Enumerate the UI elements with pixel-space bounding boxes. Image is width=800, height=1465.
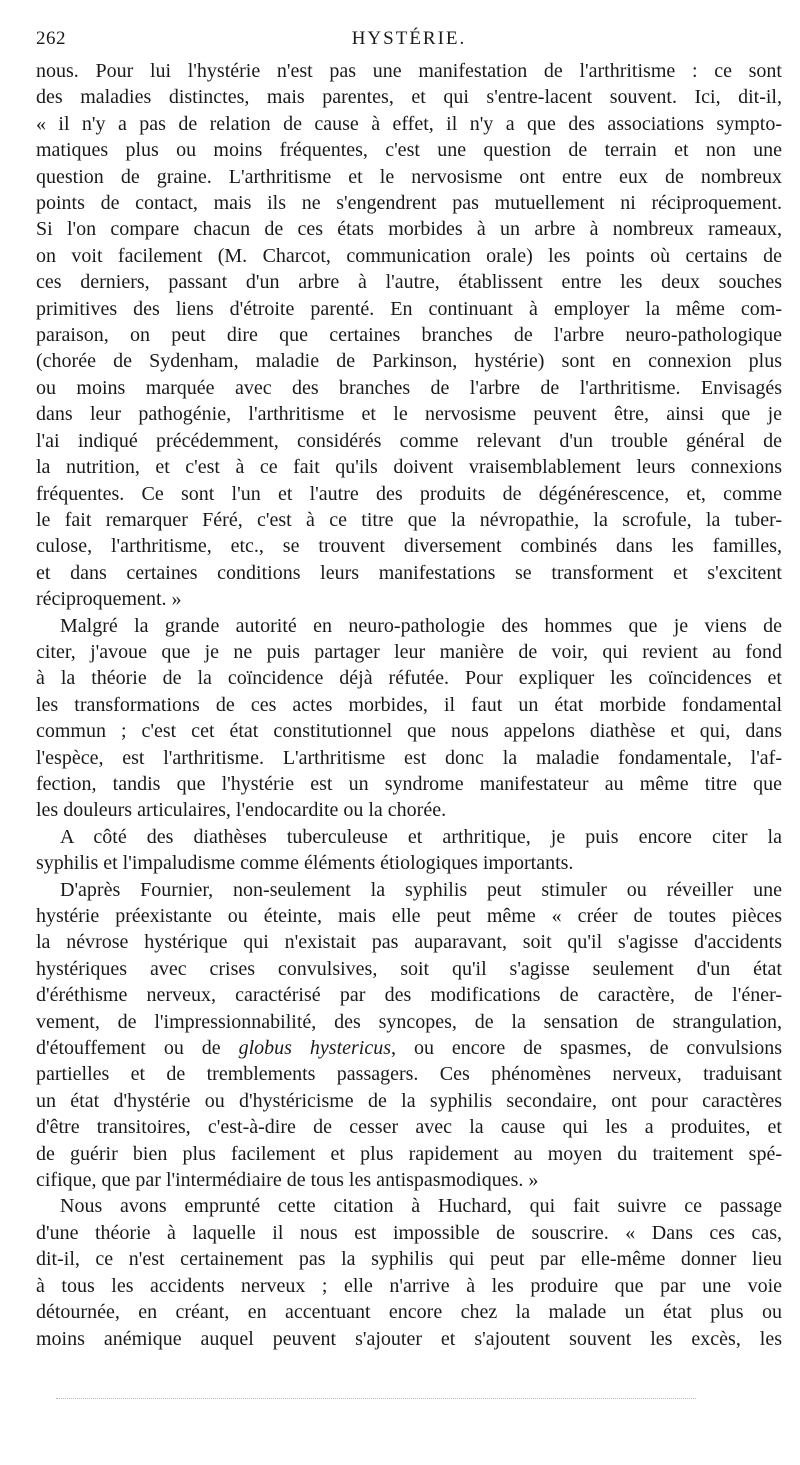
text-line: dans leur pathogénie, l'arthritisme et le nervosisme peuvent être, ainsi que je <box>36 403 782 426</box>
text-line: primitives des liens d'étroite parenté. En continuant à employer la même com- <box>36 297 782 320</box>
text-line: les douleurs articulaires, l'endocardite ou la chorée. <box>36 799 447 822</box>
text-line: partielles et de tremblements passagers. Ces phénomènes nerveux, traduisant <box>36 1063 782 1086</box>
text-line: A côté des diathèses tuberculeuse et arthritique, je puis encore citer la <box>60 825 782 848</box>
text-line: à la théorie de la coïncidence déjà réfutée. Pour expliquer les coïncidences et <box>36 667 782 690</box>
text-line: D'après Fournier, non-seulement la syphilis peut stimuler ou réveiller une <box>60 878 782 901</box>
text-line: fréquentes. Ce sont l'un et l'autre des produits de dégénérescence, et, comme <box>36 482 782 505</box>
text-line: l'espèce, est l'arthritisme. L'arthritisme est donc la maladie fondamentale, l'af- <box>36 746 782 769</box>
text-line: syphilis et l'impaludisme comme éléments étiologiques importants. <box>36 852 574 875</box>
text-line: des maladies distinctes, mais parentes, et qui s'entre-lacent souvent. Ici, dit-il, <box>36 86 782 109</box>
text-line: commun ; c'est cet état constitutionnel que nous appelons diathèse et qui, dans <box>36 720 782 743</box>
text-line: d'étouffement ou de globus hystericus, ou encore de spasmes, de convulsions <box>36 1037 782 1060</box>
text-line: Si l'on compare chacun de ces états morbides à un arbre à nombreux rameaux, <box>36 218 782 241</box>
text-line: Nous avons emprunté cette citation à Huchard, qui fait suivre ce passage <box>60 1195 782 1218</box>
text-line: ces derniers, passant d'un arbre à l'autre, établissent entre les deux souches <box>36 271 782 294</box>
running-title: HYSTÉRIE. <box>351 28 467 49</box>
text-line: réciproquement. » <box>36 588 182 611</box>
text-line: culose, l'arthritisme, etc., se trouvent diversement combinés dans les familles, <box>36 535 782 558</box>
text-line: (chorée de Sydenham, maladie de Parkinson, hystérie) sont en connexion plus <box>36 350 782 373</box>
text-line: d'éréthisme nerveux, caractérisé par des modifications de caractère, de l'éner- <box>36 984 782 1007</box>
text-line: de guérir bien plus facilement et plus rapidement au moyen du traitement spé- <box>36 1142 782 1165</box>
text-line: la névrose hystérique qui n'existait pas auparavant, soit qu'il s'agisse d'accidents <box>36 931 782 954</box>
text-line: à tous les accidents nerveux ; elle n'arrive à les produire que par une voie <box>36 1274 782 1297</box>
text-line: les transformations de ces actes morbides, il faut un état morbide fondamental <box>36 693 782 716</box>
latin-term: globus hystericus <box>238 1037 391 1060</box>
text-line: d'une théorie à laquelle il nous est impossible de souscrire. « Dans ces cas, <box>36 1221 782 1244</box>
text-line: matiques plus ou moins fréquentes, c'est une question de terrain et non une <box>36 139 782 162</box>
body-text <box>36 58 782 1352</box>
text-line: question de graine. L'arthritisme et le nervosisme ont entre eux de nombreux <box>36 165 782 188</box>
text-line: Malgré la grande autorité en neuro-pathologie des hommes que je viens de <box>60 614 782 637</box>
book-page <box>36 28 782 1352</box>
text-line: vement, de l'impressionnabilité, des syncopes, de la sensation de strangulation, <box>36 1010 782 1033</box>
running-head <box>36 28 782 58</box>
text-line: cifique, que par l'intermédiaire de tous les antispasmodiques. » <box>36 1169 539 1192</box>
text-line: paraison, on peut dire que certaines branches de l'arbre neuro-pathologique <box>36 324 782 347</box>
text-line: moins anémique auquel peuvent s'ajouter et s'ajoutent souvent les excès, les <box>36 1327 782 1350</box>
text-line: citer, j'avoue que je ne puis partager leur manière de voir, qui revient au fond <box>36 640 782 663</box>
text-line: dit-il, ce n'est certainement pas la syphilis qui peut par elle-même donner lieu <box>36 1248 782 1271</box>
text-line: on voit facilement (M. Charcot, communication orale) les points où certains de <box>36 244 782 267</box>
footer-rule <box>56 1398 696 1399</box>
text-line: détournée, en créant, en accentuant encore chez la malade un état plus ou <box>36 1301 782 1324</box>
text-line: la nutrition, et c'est à ce fait qu'ils doivent vraisemblablement leurs connexions <box>36 456 782 479</box>
text-line: et dans certaines conditions leurs manifestations se transforment et s'excitent <box>36 561 782 584</box>
text-line: fection, tandis que l'hystérie est un syndrome manifestateur au même titre que <box>36 772 782 795</box>
text-line: l'ai indiqué précédemment, considérés comme relevant d'un trouble général de <box>36 429 782 452</box>
text-line: le fait remarquer Féré, c'est à ce titre que la névropathie, la scrofule, la tuber- <box>36 508 782 531</box>
text-line: ou moins marquée avec des branches de l'arbre de l'arthritisme. Envisagés <box>36 376 782 399</box>
text-line: « il n'y a pas de relation de cause à effet, il n'y a que des associations sympto- <box>36 112 782 135</box>
text-line: nous. Pour lui l'hystérie n'est pas une manifestation de l'arthritisme : ce sont <box>36 60 782 82</box>
text-line: hystérie préexistante ou éteinte, mais elle peut même « créer de toutes pièces <box>36 905 782 927</box>
text-line: d'être transitoires, c'est-à-dire de cesser avec la cause qui les a produites, et <box>36 1116 782 1139</box>
text-line: points de contact, mais ils ne s'engendrent pas mutuellement ni réciproquement. <box>36 192 782 215</box>
page-number: 262 <box>36 28 66 49</box>
text-line: un état d'hystérie ou d'hystéricisme de la syphilis secondaire, ont pour caractères <box>36 1089 782 1112</box>
text-line: hystériques avec crises convulsives, soit qu'il s'agisse seulement d'un état <box>36 957 782 980</box>
